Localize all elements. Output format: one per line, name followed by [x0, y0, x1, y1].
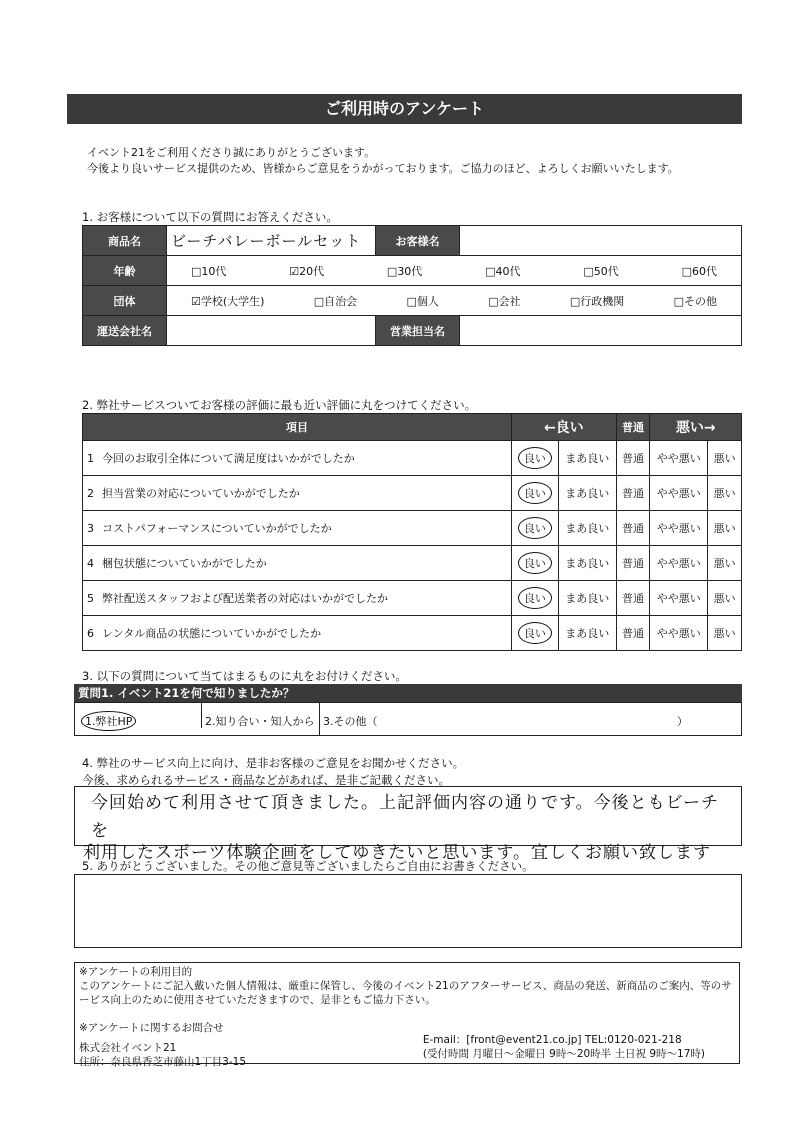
rating-row	[83, 511, 742, 546]
rating-option[interactable]	[650, 546, 708, 581]
checkbox-icon[interactable]: □	[386, 264, 398, 278]
age-label: 年齢	[83, 256, 167, 286]
age-option[interactable]	[682, 263, 717, 279]
age-option[interactable]	[191, 263, 226, 279]
group-option[interactable]	[406, 293, 438, 309]
rating-option-label: やや悪い	[656, 522, 701, 535]
group-option[interactable]	[191, 293, 264, 309]
rating-option[interactable]	[512, 616, 559, 651]
rating-option-label: 普通	[622, 592, 645, 605]
rating-option-label: 普通	[622, 627, 645, 640]
contact-title: ※アンケートに関するお問合せ	[79, 1022, 224, 1034]
rating-option[interactable]	[512, 581, 559, 616]
purpose-text-2: ービス向上のために使用させていただきますので、是非ともご協力下さい。	[79, 994, 436, 1006]
checkbox-icon[interactable]: ☑	[191, 294, 201, 308]
group-option-label: その他	[683, 294, 717, 308]
rating-row	[83, 546, 742, 581]
age-option-label: 40代	[495, 264, 521, 278]
rating-row	[83, 581, 742, 616]
carrier-field[interactable]	[167, 316, 376, 346]
company-address: 住所：奈良県香芝市藤山1丁目3-15	[79, 1056, 247, 1068]
rating-option-label: 良い	[518, 552, 552, 574]
intro-line-1: イベント21をご利用くださり誠にありがとうございます。	[87, 146, 376, 159]
rating-option[interactable]	[558, 546, 616, 581]
checkbox-icon[interactable]: □	[569, 294, 581, 308]
checkbox-icon[interactable]: □	[583, 264, 594, 278]
checkbox-icon[interactable]: ☑	[289, 264, 300, 278]
rating-option-label: 良い	[518, 587, 552, 609]
question-number: 3	[87, 522, 94, 535]
question1-answer-box	[74, 702, 742, 736]
rating-option[interactable]	[616, 441, 650, 476]
page-title: ご利用時のアンケート	[67, 94, 742, 124]
rating-option-label: 良い	[518, 622, 552, 644]
rating-option[interactable]	[558, 581, 616, 616]
rating-option-label: やや悪い	[656, 487, 701, 500]
col-good: ←良い	[512, 414, 617, 441]
group-option-label: 個人	[416, 294, 439, 308]
close-paren: ）	[677, 715, 688, 728]
rating-option-label: まあ良い	[565, 592, 610, 605]
rating-option[interactable]	[616, 616, 650, 651]
section5-heading: 5. ありがとうございました。その他ご意見等ございましたらご自由にお書きください。	[82, 859, 534, 873]
purpose-text-1: このアンケートにご記入戴いた個人情報は、厳重に保管し、今後のイベント21のアフターサービス、商品の発送、新商品のご案内、等のサ	[79, 980, 732, 992]
group-option[interactable]	[488, 293, 520, 309]
question-label: レンタル商品の状態についていかがでしたか	[102, 627, 322, 640]
rating-row	[83, 476, 742, 511]
question-label: 梱包状態についていかがでしたか	[102, 557, 267, 570]
group-option-label: 会社	[498, 294, 521, 308]
rating-option-label: まあ良い	[565, 452, 610, 465]
rating-option[interactable]	[708, 581, 742, 616]
age-option-label: 30代	[397, 264, 423, 278]
group-option-label: 学校(大学生)	[200, 294, 265, 308]
rating-option-label: やや悪い	[656, 452, 701, 465]
rating-option[interactable]	[512, 546, 559, 581]
rating-row	[83, 441, 742, 476]
age-options	[167, 256, 742, 286]
checkbox-icon[interactable]: □	[485, 264, 496, 278]
col-bad: 悪い→	[650, 414, 742, 441]
group-option[interactable]	[314, 293, 357, 309]
rating-option[interactable]	[616, 581, 650, 616]
footer-box	[74, 962, 740, 1068]
rating-option-label: 良い	[518, 517, 552, 539]
contact-email-tel: E-mail：[front@event21.co.jp] TEL:0120-021-218	[422, 1034, 682, 1046]
rating-option[interactable]	[708, 441, 742, 476]
rating-option[interactable]	[558, 441, 616, 476]
rating-option[interactable]	[512, 511, 559, 546]
rating-option-label: やや悪い	[656, 557, 701, 570]
checkbox-icon[interactable]: □	[313, 294, 325, 308]
group-option[interactable]	[674, 293, 717, 309]
sales-field[interactable]	[460, 316, 742, 346]
col-item: 項目	[83, 414, 512, 441]
rating-option[interactable]	[650, 616, 708, 651]
rating-option[interactable]	[708, 476, 742, 511]
rating-option-label: まあ良い	[565, 627, 610, 640]
group-option[interactable]	[570, 293, 624, 309]
rating-table	[82, 413, 742, 651]
rating-option[interactable]	[512, 441, 559, 476]
carrier-label: 運送会社名	[83, 316, 167, 346]
question-text	[83, 476, 512, 511]
rating-option-label: 悪い	[713, 452, 736, 465]
question-label: 弊社配送スタッフおよび配送業者の対応はいかがでしたか	[102, 592, 388, 605]
rating-option-label: 悪い	[713, 592, 736, 605]
rating-option-label: やや悪い	[656, 592, 701, 605]
section2-heading: 2. 弊社サービスついてお客様の評価に最も近い評価に丸をつけてください。	[82, 398, 477, 412]
section1-heading: 1. お客様について以下の質問にお答えください。	[82, 210, 338, 224]
rating-option[interactable]	[708, 546, 742, 581]
rating-option-label: 良い	[518, 447, 552, 469]
question-number: 1	[87, 452, 94, 465]
col-normal: 普通	[616, 414, 650, 441]
rating-option[interactable]	[558, 511, 616, 546]
age-option[interactable]	[387, 263, 422, 279]
age-option[interactable]	[485, 263, 520, 279]
question-text	[83, 441, 512, 476]
rating-option-label: 良い	[518, 482, 552, 504]
question-number: 6	[87, 627, 94, 640]
feedback-line-2: 利用したスポーツ体験企画をしてゆきたいと思います。宜しくお願い致します	[83, 843, 711, 863]
rating-option[interactable]	[558, 616, 616, 651]
question-text	[83, 546, 512, 581]
rating-option-label: 普通	[622, 557, 645, 570]
section4-subheading: 今後、求められるサービス・商品などがあれば、是非ご記載ください。	[82, 773, 450, 787]
rating-option[interactable]	[650, 511, 708, 546]
option-company-hp-label: 1.弊社HP	[81, 711, 136, 731]
question-number: 2	[87, 487, 94, 500]
rating-option-label: 悪い	[713, 522, 736, 535]
comments-answer-box[interactable]	[74, 874, 742, 948]
customer-info-table	[82, 225, 742, 346]
feedback-answer-box[interactable]	[74, 786, 742, 863]
rating-option-label: 普通	[622, 522, 645, 535]
rating-option-label: 悪い	[713, 487, 736, 500]
rating-option-label: 悪い	[713, 627, 736, 640]
product-field[interactable]	[167, 226, 376, 256]
sales-label: 営業担当名	[376, 316, 460, 346]
product-value: ビーチバレーボールセット	[171, 232, 362, 250]
section4-heading: 4. 弊社のサービス向上に向け、是非お客様のご意見をお聞かせください。	[82, 756, 465, 770]
group-option-label: 行政機関	[580, 294, 625, 308]
rating-option-label: まあ良い	[565, 557, 610, 570]
checkbox-icon[interactable]: □	[681, 264, 692, 278]
rating-option-label: まあ良い	[565, 487, 610, 500]
question-text	[83, 581, 512, 616]
question-number: 4	[87, 557, 94, 570]
company-name: 株式会社イベント21	[79, 1042, 177, 1054]
rating-option[interactable]	[708, 511, 742, 546]
option-acquaintance[interactable]: 2.知り合い・知人から	[205, 715, 315, 728]
customer-field[interactable]	[460, 226, 742, 256]
rating-option-label: 悪い	[713, 557, 736, 570]
option-other[interactable]: 3.その他（	[323, 715, 378, 728]
checkbox-icon[interactable]: □	[488, 294, 499, 308]
question-label: コストパフォーマンスについていかがでしたか	[102, 522, 332, 535]
age-option-label: 60代	[691, 264, 717, 278]
question-label: 今回のお取引全体について満足度はいかがでしたか	[102, 452, 355, 465]
rating-option-label: 普通	[622, 487, 645, 500]
rating-row	[83, 616, 742, 651]
rating-option-label: やや悪い	[656, 627, 701, 640]
rating-option[interactable]	[708, 616, 742, 651]
intro-line-2: 今後より良いサービス提供のため、皆様からご意見をうかがっております。ご協力のほど、よろしくお願いいたします。	[87, 162, 679, 175]
product-label: 商品名	[83, 226, 167, 256]
checkbox-icon[interactable]: □	[191, 264, 202, 278]
rating-option-label: まあ良い	[565, 522, 610, 535]
checkbox-icon[interactable]: □	[673, 294, 684, 308]
age-option-label: 10代	[201, 264, 227, 278]
rating-option[interactable]	[558, 476, 616, 511]
age-option-label: 50代	[593, 264, 619, 278]
rating-option-label: 普通	[622, 452, 645, 465]
rating-option[interactable]	[616, 476, 650, 511]
rating-option[interactable]	[616, 546, 650, 581]
option-company-hp[interactable]	[81, 711, 136, 731]
question-text	[83, 616, 512, 651]
age-option[interactable]	[583, 263, 618, 279]
checkbox-icon[interactable]: □	[406, 294, 417, 308]
rating-option[interactable]	[616, 511, 650, 546]
section3-heading: 3. 以下の質問について当てはまるものに丸をお付けください。	[82, 669, 407, 683]
group-option-label: 自治会	[324, 294, 358, 308]
contact-hours: (受付時間 月曜日～金曜日 9時～20時半 土日祝 9時～17時)	[422, 1048, 705, 1060]
group-options	[167, 286, 742, 316]
question-number: 5	[87, 592, 94, 605]
question-label: 担当営業の対応についていかがでしたか	[102, 487, 300, 500]
question-text	[83, 511, 512, 546]
rating-option[interactable]	[650, 581, 708, 616]
customer-label: お客様名	[376, 226, 460, 256]
question1-label: 質問1. イベント21を何で知りましたか？	[74, 684, 742, 702]
rating-option[interactable]	[512, 476, 559, 511]
age-option[interactable]	[289, 263, 324, 279]
rating-option[interactable]	[650, 441, 708, 476]
purpose-title: ※アンケートの利用目的	[79, 966, 193, 978]
group-label: 団体	[83, 286, 167, 316]
age-option-label: 20代	[299, 264, 325, 278]
feedback-line-1: 今回始めて利用させて頂きました。上記評価内容の通りです。今後ともビーチを	[91, 793, 719, 841]
rating-option[interactable]	[650, 476, 708, 511]
